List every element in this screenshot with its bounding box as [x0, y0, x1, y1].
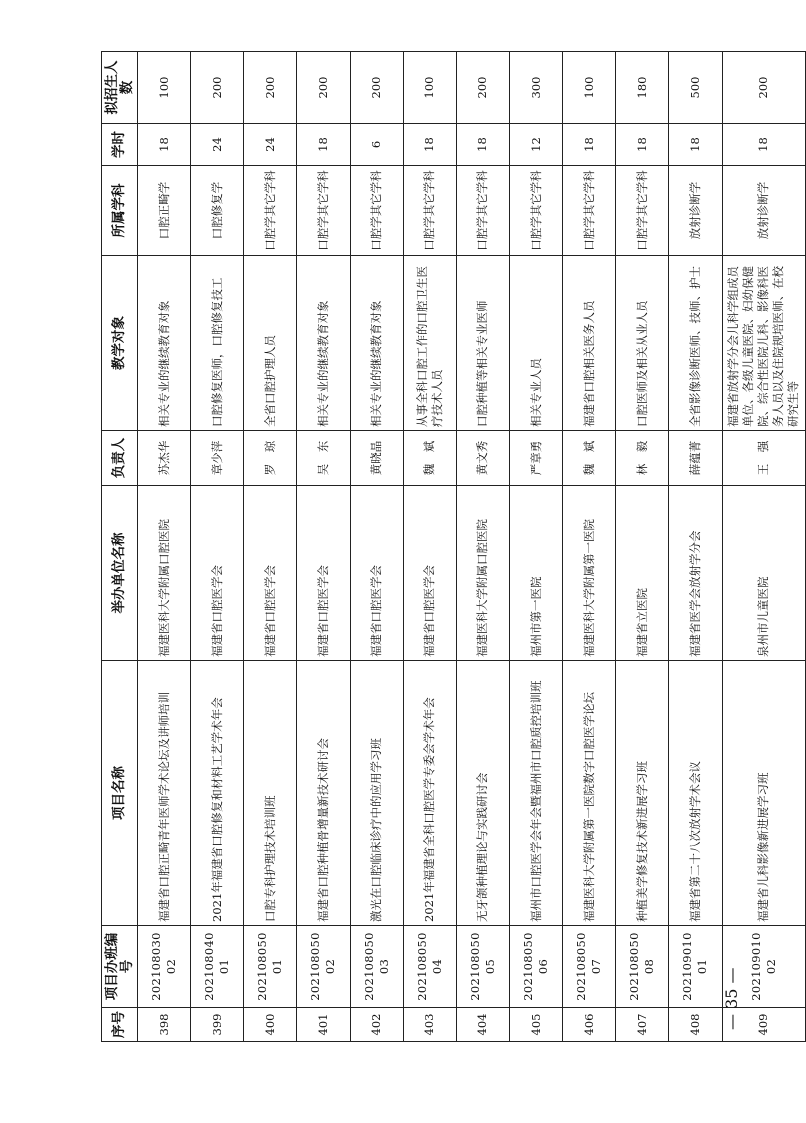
cell-hours: 24 — [191, 124, 244, 166]
cell-org: 福建医科大学附属口腔医院 — [138, 486, 191, 661]
cell-org: 福建省口腔医学会 — [350, 486, 403, 661]
cell-hours: 18 — [403, 124, 456, 166]
cell-hours: 18 — [669, 124, 722, 166]
cell-audience: 口腔种植等相关专业医师 — [456, 256, 509, 431]
cell-discipline: 口腔正畸学 — [138, 166, 191, 256]
cell-discipline: 口腔学其它学科 — [244, 166, 297, 256]
cell-audience: 全省口腔护理人员 — [244, 256, 297, 431]
cell-discipline: 口腔学其它学科 — [297, 166, 350, 256]
cell-org: 泉州市儿童医院 — [722, 486, 805, 661]
table-row — [244, 52, 297, 1042]
cell-code: 20210805004 — [403, 926, 456, 1008]
cell-code: 20210901001 — [669, 926, 722, 1008]
cell-audience: 相关专业的继续教育对象 — [138, 256, 191, 431]
cell-seq: 405 — [509, 1008, 562, 1042]
cell-hours: 18 — [616, 124, 669, 166]
table-row — [722, 52, 805, 1042]
header-hours: 学时 — [102, 124, 138, 166]
cell-project: 福建省口腔种植骨增量新技术研讨会 — [297, 661, 350, 926]
cell-lead: 魏 斌 — [403, 431, 456, 486]
cell-discipline: 口腔学其它学科 — [456, 166, 509, 256]
cell-enroll: 200 — [350, 52, 403, 124]
cell-org: 福州市第一医院 — [509, 486, 562, 661]
cell-enroll: 180 — [616, 52, 669, 124]
cell-project: 激光在口腔临床诊疗中的应用学习班 — [350, 661, 403, 926]
cell-hours: 18 — [563, 124, 616, 166]
header-enroll: 拟招生人数 — [102, 52, 138, 124]
cell-code: 20210805008 — [616, 926, 669, 1008]
cell-discipline: 口腔学其它学科 — [563, 166, 616, 256]
table-row — [138, 52, 191, 1042]
table-row — [403, 52, 456, 1042]
table-row — [669, 52, 722, 1042]
cell-lead: 黄晓晶 — [350, 431, 403, 486]
cell-audience: 全省影像诊断医师、技师、护士 — [669, 256, 722, 431]
table-header — [102, 52, 138, 1042]
cell-lead: 苏杰华 — [138, 431, 191, 486]
cell-hours: 18 — [138, 124, 191, 166]
cell-seq: 407 — [616, 1008, 669, 1042]
cell-seq: 408 — [669, 1008, 722, 1042]
cell-code: 20210901002 — [722, 926, 805, 1008]
cell-org: 福建省口腔医学会 — [297, 486, 350, 661]
cell-hours: 24 — [244, 124, 297, 166]
cell-seq: 402 — [350, 1008, 403, 1042]
cell-seq: 403 — [403, 1008, 456, 1042]
cell-seq: 400 — [244, 1008, 297, 1042]
cell-enroll: 200 — [722, 52, 805, 124]
table-row — [297, 52, 350, 1042]
cell-discipline: 口腔学其它学科 — [403, 166, 456, 256]
table-row — [616, 52, 669, 1042]
header-org: 举办单位名称 — [102, 486, 138, 661]
cell-org: 福建省口腔医学会 — [191, 486, 244, 661]
table-body — [138, 52, 806, 1042]
cell-code: 20210805006 — [509, 926, 562, 1008]
header-project: 项目名称 — [102, 661, 138, 926]
cell-lead: 魏 斌 — [563, 431, 616, 486]
cell-code: 20210805002 — [297, 926, 350, 1008]
cell-audience: 相关专业的继续教育对象 — [350, 256, 403, 431]
cell-seq: 406 — [563, 1008, 616, 1042]
cell-hours: 6 — [350, 124, 403, 166]
cell-lead: 薛蕴菁 — [669, 431, 722, 486]
cell-project: 无牙颌种植理论与实践研讨会 — [456, 661, 509, 926]
rotated-table-wrapper — [101, 52, 806, 1042]
cell-code: 20210805001 — [244, 926, 297, 1008]
cell-seq: 398 — [138, 1008, 191, 1042]
table-row — [350, 52, 403, 1042]
header-code: 项目办班编号 — [102, 926, 138, 1008]
cell-code: 20210803002 — [138, 926, 191, 1008]
cell-discipline: 放射诊断学 — [722, 166, 805, 256]
cell-project: 福州市口腔医学会年会暨福州市口腔质控培训班 — [509, 661, 562, 926]
cell-enroll: 300 — [509, 52, 562, 124]
header-audience: 教学对象 — [102, 256, 138, 431]
cell-project: 2021年福建省口腔修复和材料工艺学术年会 — [191, 661, 244, 926]
header-lead: 负责人 — [102, 431, 138, 486]
cell-lead: 王 强 — [722, 431, 805, 486]
cell-code: 20210805003 — [350, 926, 403, 1008]
cell-enroll: 100 — [138, 52, 191, 124]
table-row — [191, 52, 244, 1042]
table-row — [563, 52, 616, 1042]
cell-seq: 404 — [456, 1008, 509, 1042]
cell-org: 福建省医学会放射学分会 — [669, 486, 722, 661]
cell-discipline: 放射诊断学 — [669, 166, 722, 256]
cell-hours: 18 — [456, 124, 509, 166]
cell-seq: 409 — [722, 1008, 805, 1042]
cell-org: 福建医科大学附属口腔医院 — [456, 486, 509, 661]
cell-audience: 相关专业人员 — [509, 256, 562, 431]
cell-seq: 401 — [297, 1008, 350, 1042]
cell-org: 福建医科大学附属第一医院 — [563, 486, 616, 661]
cell-code: 20210805007 — [563, 926, 616, 1008]
cell-discipline: 口腔学其它学科 — [509, 166, 562, 256]
cell-discipline: 口腔学其它学科 — [616, 166, 669, 256]
course-table — [101, 51, 806, 1042]
cell-discipline: 口腔修复学 — [191, 166, 244, 256]
cell-audience: 从事全科口腔工作的口腔卫生医疗技术人员 — [403, 256, 456, 431]
cell-lead: 章少萍 — [191, 431, 244, 486]
cell-enroll: 200 — [244, 52, 297, 124]
header-seq: 序号 — [102, 1008, 138, 1042]
cell-lead: 吴 东 — [297, 431, 350, 486]
cell-enroll: 100 — [403, 52, 456, 124]
cell-code: 20210804001 — [191, 926, 244, 1008]
cell-org: 福建省口腔医学会 — [403, 486, 456, 661]
cell-hours: 12 — [509, 124, 562, 166]
cell-project: 口腔专科护理技术培训班 — [244, 661, 297, 926]
cell-audience: 福建省放射学分会儿科学组成员单位、各级儿童医院、妇幼保健院、综合性医院儿科、影像科医务人员以及住院规培医师、在校研究生等 — [722, 256, 805, 431]
cell-audience: 福建省口腔相关医务人员 — [563, 256, 616, 431]
cell-project: 福建省口腔正畸青年医师学术论坛及讲师培训 — [138, 661, 191, 926]
cell-project: 福建省儿科影像新进展学习班 — [722, 661, 805, 926]
cell-seq: 399 — [191, 1008, 244, 1042]
table-row — [509, 52, 562, 1042]
cell-hours: 18 — [297, 124, 350, 166]
cell-project: 福建省第二十八次放射学术会议 — [669, 661, 722, 926]
cell-audience: 口腔医师及相关从业人员 — [616, 256, 669, 431]
cell-org: 福建省口腔医学会 — [244, 486, 297, 661]
cell-org: 福建省立医院 — [616, 486, 669, 661]
cell-project: 福建医科大学附属第一医院数字口腔医学论坛 — [563, 661, 616, 926]
cell-audience: 相关专业的继续教育对象 — [297, 256, 350, 431]
cell-enroll: 100 — [563, 52, 616, 124]
cell-enroll: 200 — [191, 52, 244, 124]
cell-discipline: 口腔学其它学科 — [350, 166, 403, 256]
header-discipline: 所属学科 — [102, 166, 138, 256]
cell-audience: 口腔修复医师，口腔修复技工 — [191, 256, 244, 431]
table-row — [456, 52, 509, 1042]
page-number: — 35 — — [722, 967, 741, 1030]
cell-enroll: 500 — [669, 52, 722, 124]
cell-enroll: 200 — [297, 52, 350, 124]
cell-lead: 严章勇 — [509, 431, 562, 486]
cell-lead: 罗 琼 — [244, 431, 297, 486]
cell-hours: 18 — [722, 124, 805, 166]
cell-lead: 黄文秀 — [456, 431, 509, 486]
cell-project: 种植美学修复技术新进展学习班 — [616, 661, 669, 926]
cell-enroll: 200 — [456, 52, 509, 124]
cell-project: 2021年福建省全科口腔医学专委会学术年会 — [403, 661, 456, 926]
cell-lead: 林 毅 — [616, 431, 669, 486]
cell-code: 20210805005 — [456, 926, 509, 1008]
